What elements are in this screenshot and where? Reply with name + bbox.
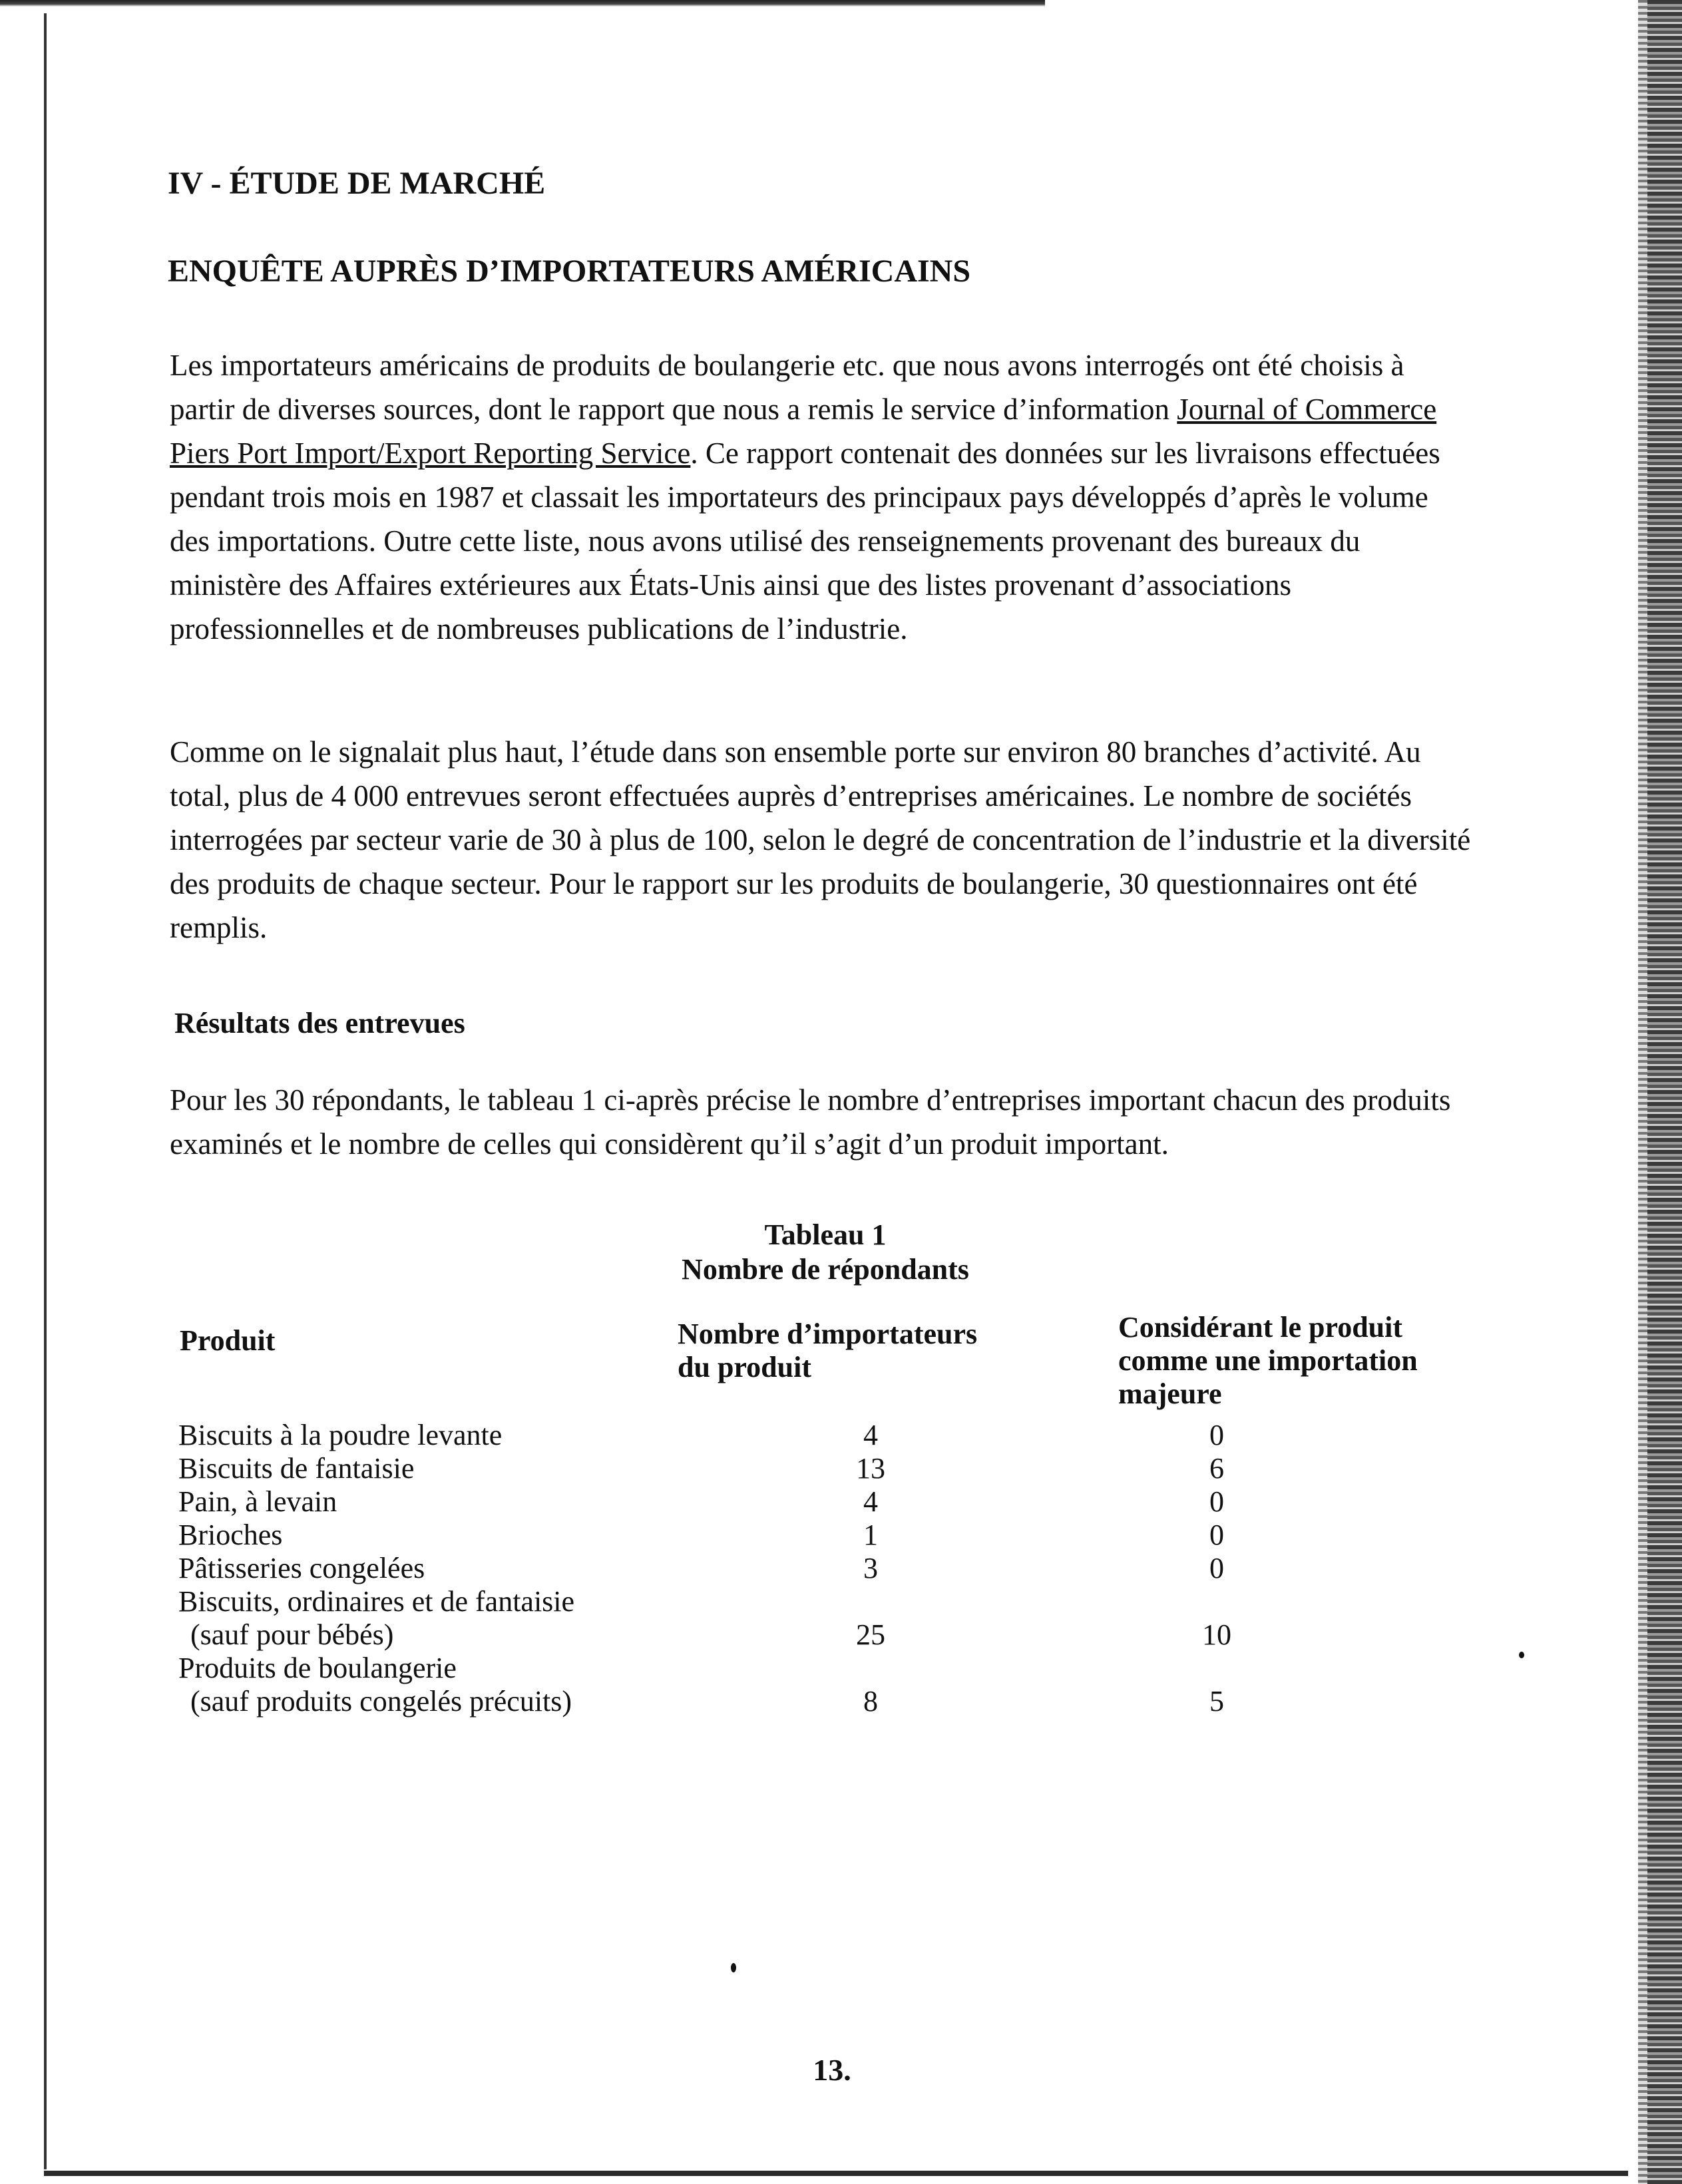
paragraph-sources (170, 343, 1474, 651)
table-row (178, 1585, 1383, 1652)
table-row (178, 1552, 1383, 1585)
column-header-major-import-line-1: Considérant le produit (1118, 1311, 1403, 1344)
product-name (178, 1585, 691, 1652)
product-name-line-2: (sauf pour bébés) (190, 1618, 394, 1651)
column-header-importers-line-1: Nombre d’importateurs (678, 1318, 978, 1350)
column-header-major-import (1118, 1311, 1418, 1411)
column-header-product: Produit (180, 1324, 276, 1357)
importers-count: 3 (863, 1552, 878, 1584)
major-import-count: 0 (1209, 1552, 1224, 1584)
product-name: Biscuits de fantaisie (178, 1452, 415, 1485)
major-import-count: 0 (1209, 1519, 1224, 1551)
page-number: 13. (813, 2053, 851, 2087)
scan-edge-left (44, 13, 47, 2169)
paragraph-study-scope: Comme on le signalait plus haut, l’étude dans son ensemble porte sur environ 80 branches d’activité. Au total, plus de 4 000 entrevues seront effectuées auprès d’entreprises américaines. Le nombre de sociétés interrogées par secteur varie de 30 à plus de 100, selon le degré de concentration de l’industrie et la diversité des produits de chaque secteur. Pour le rapport sur les produits de boulangerie, 30 questionnaires ont été remplis. (170, 735, 1471, 944)
importers-count: 8 (863, 1685, 878, 1718)
table-row (178, 1519, 1383, 1552)
column-header-major-import-line-3: majeure (1118, 1377, 1222, 1410)
product-name (178, 1652, 691, 1718)
table-title-line-2: Nombre de répondants (682, 1253, 969, 1286)
scan-speck (731, 1963, 736, 1972)
importers-count: 25 (856, 1618, 885, 1651)
major-import-count: 0 (1209, 1419, 1224, 1451)
table-title-line-1: Tableau 1 (764, 1218, 887, 1251)
product-name-line-1: Produits de boulangerie (178, 1652, 457, 1684)
importers-count: 4 (863, 1485, 878, 1518)
results-heading: Résultats des entrevues (174, 1007, 465, 1039)
report-service-name: Journal of Commerce Piers Port Import/Export Reporting Service (170, 393, 1437, 470)
paragraph-sources-text-2: . Ce rapport contenait des données sur les livraisons effectuées pendant trois mois en 1987 et classait les importateurs des principaux pays développés d’après le volume des importations. Outre cette liste, nous avons utilisé des renseignements provenant des bureaux du ministère des Affaires extérieures aux États-Unis ainsi que des listes provenant d’associations professionnelles et de nombreuses publications de l’industrie. (170, 437, 1440, 645)
major-import-count: 5 (1209, 1685, 1224, 1718)
paragraph-table-intro: Pour les 30 répondants, le tableau 1 ci-après précise le nombre d’entreprises important chacun des produits examinés et le nombre de celles qui considèrent qu’il s’agit d’un produit important. (170, 1083, 1451, 1161)
scan-edge-right-inner (1638, 0, 1647, 2184)
importers-count: 1 (863, 1519, 878, 1551)
major-import-count: 10 (1202, 1618, 1231, 1651)
product-name: Pain, à levain (178, 1485, 337, 1518)
paragraph-sources-text-1: Les importateurs américains de produits de boulangerie etc. que nous avons interrogés ont été choisis à partir de diverses sources, dont le rapport que nous a remis le service d’information (170, 349, 1404, 426)
column-header-importers (678, 1318, 977, 1384)
column-header-major-import-line-2: comme une importation (1118, 1344, 1418, 1377)
table-title (652, 1218, 998, 1287)
product-name: Brioches (178, 1519, 283, 1551)
importers-count: 13 (856, 1452, 885, 1485)
scan-edge-right (1647, 0, 1682, 2184)
product-name: Biscuits à la poudre levante (178, 1419, 503, 1451)
table-row (178, 1419, 1383, 1452)
scan-edge-top (0, 0, 1045, 7)
product-name-line-1: Biscuits, ordinaires et de fantaisie (178, 1585, 575, 1618)
product-name: Pâtisseries congelées (178, 1552, 425, 1584)
table-row (178, 1452, 1383, 1485)
major-import-count: 6 (1209, 1452, 1224, 1485)
document-subtitle: ENQUÊTE AUPRÈS D’IMPORTATEURS AMÉRICAINS (168, 254, 971, 289)
scan-edge-bottom (44, 2171, 1628, 2176)
table-row (178, 1652, 1383, 1718)
respondents-table (178, 1419, 1383, 1718)
column-header-importers-line-2: du produit (678, 1351, 811, 1383)
scan-speck (1519, 1652, 1524, 1658)
section-title: IV - ÉTUDE DE MARCHÉ (168, 166, 546, 201)
importers-count: 4 (863, 1419, 878, 1451)
major-import-count: 0 (1209, 1485, 1224, 1518)
table-row (178, 1485, 1383, 1519)
product-name-line-2: (sauf produits congelés précuits) (190, 1685, 572, 1718)
